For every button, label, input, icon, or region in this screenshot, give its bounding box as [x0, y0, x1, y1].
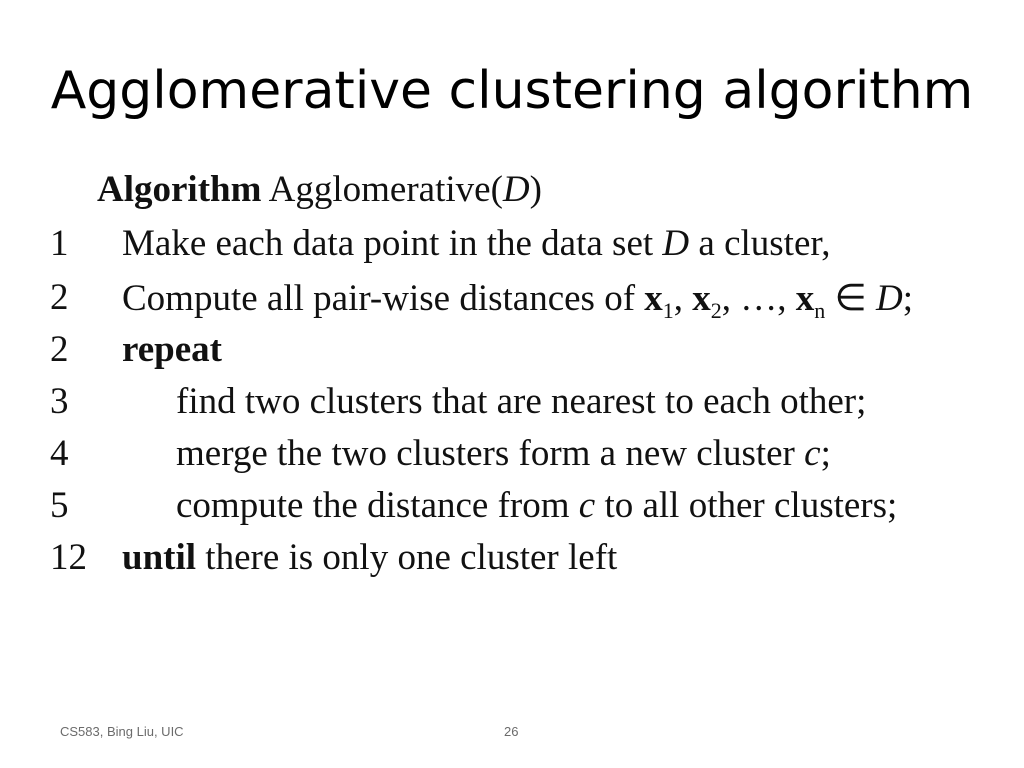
- algorithm-keyword: Algorithm: [97, 169, 262, 210]
- algorithm-param: D: [502, 169, 530, 210]
- code-text: there is only one cluster left: [196, 537, 618, 578]
- algorithm-close: ): [529, 169, 542, 210]
- algorithm-name: Agglomerative(: [268, 169, 503, 210]
- code-var: c: [578, 485, 596, 526]
- line-code: [176, 380, 866, 423]
- code-subscript: 1: [662, 298, 674, 323]
- code-text: ,: [673, 278, 693, 319]
- code-var: D: [876, 278, 903, 319]
- code-subscript: 2: [710, 298, 722, 323]
- footer-page-number: 26: [504, 724, 519, 739]
- line-number: 1: [50, 223, 69, 264]
- code-text: merge the two clusters form a new cluster: [176, 433, 805, 474]
- element-of-symbol: ∈: [825, 278, 876, 319]
- code-text: to all other clusters;: [595, 485, 898, 526]
- code-keyword: until: [122, 537, 197, 578]
- algorithm-header: [97, 168, 542, 211]
- code-var: D: [662, 223, 690, 264]
- code-var: c: [804, 433, 821, 474]
- line-number: 3: [50, 381, 69, 422]
- line-code: [122, 328, 222, 371]
- footer-course: CS583, Bing Liu, UIC: [60, 724, 184, 739]
- line-code: [122, 222, 830, 265]
- code-text: a cluster,: [689, 223, 831, 264]
- line-code: [122, 536, 617, 579]
- code-var: x: [692, 278, 711, 319]
- line-number: 2: [50, 329, 69, 370]
- code-text: compute the distance from: [176, 485, 579, 526]
- code-var: x: [644, 278, 663, 319]
- code-text: Compute all pair-wise distances of: [122, 278, 645, 319]
- line-number: 2: [50, 277, 69, 318]
- code-text: find two clusters that are nearest to each other;: [176, 381, 867, 422]
- code-subscript: n: [814, 298, 826, 323]
- code-text: ;: [902, 278, 914, 319]
- line-number: 4: [50, 433, 69, 474]
- slide-title: Agglomerative clustering algorithm: [50, 61, 974, 121]
- code-text: ;: [820, 433, 831, 474]
- line-code: [176, 484, 897, 527]
- code-text: , …,: [721, 278, 796, 319]
- code-var: x: [795, 278, 815, 319]
- line-number: 12: [50, 537, 87, 578]
- line-code: [122, 276, 913, 324]
- line-code: [176, 432, 831, 475]
- line-number: 5: [50, 485, 69, 526]
- code-text: Make each data point in the data set: [122, 223, 663, 264]
- code-keyword: repeat: [122, 329, 222, 370]
